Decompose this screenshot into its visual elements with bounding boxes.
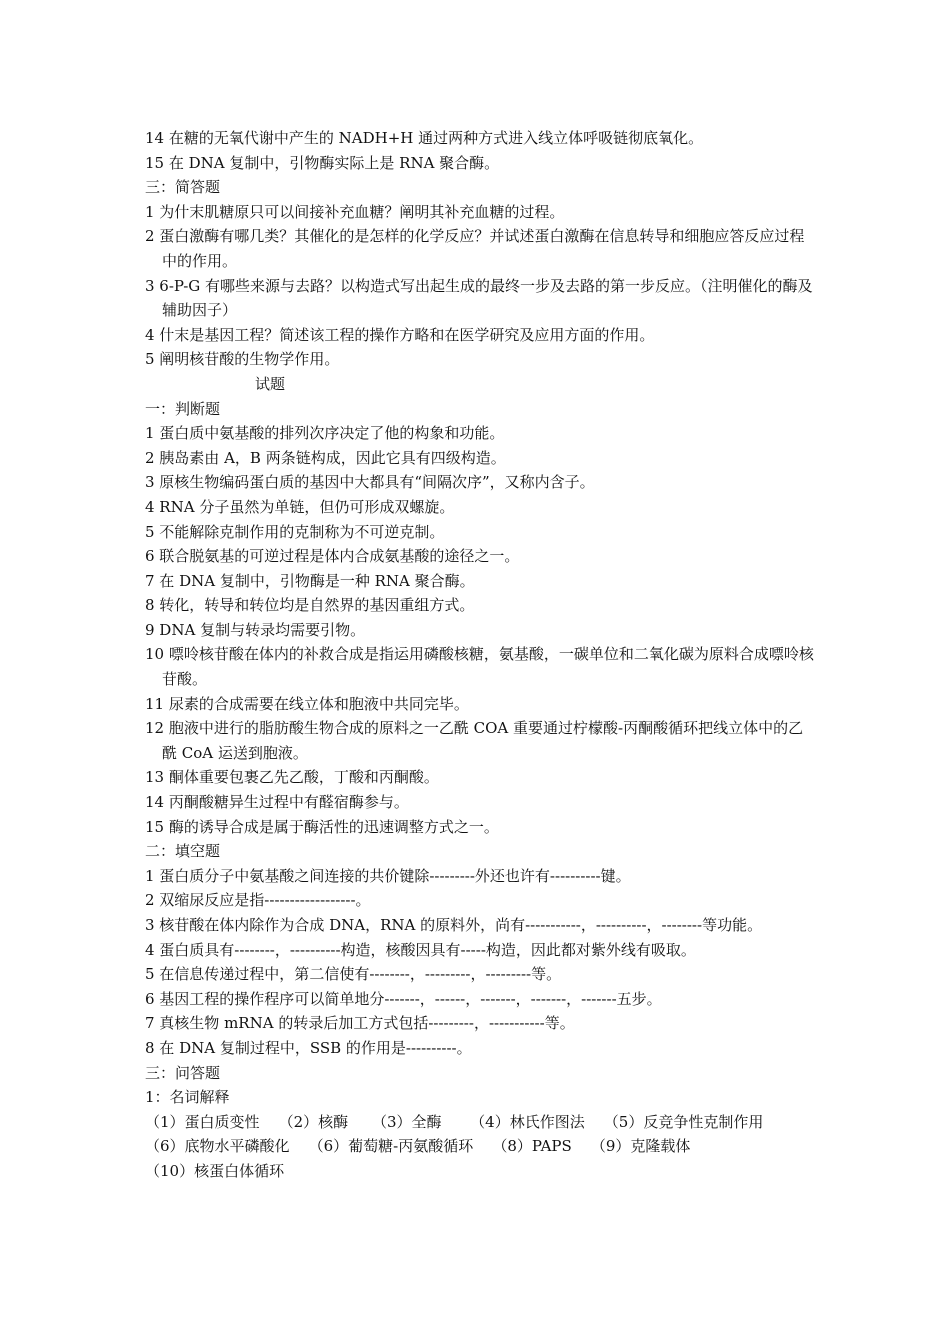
tf-item-1: 1 蛋白质中氨基酸的排列次序决定了他的构象和功能。 [145,424,505,443]
tf-item-7: 7 在 DNA 复制中，引物酶是一种 RNA 聚合酶。 [145,571,475,590]
fill-item-4: 4 蛋白质具有--------，----------构造，核酸因具有-----构造，因此都对紫外线有吸取。 [145,940,696,959]
tf-item-8: 8 转化，转导和转位均是自然界的基因重组方式。 [145,596,475,615]
prev-item-15: 15 在 DNA 复制中，引物酶实际上是 RNA 聚合酶。 [145,153,500,172]
fill-item-6: 6 基因工程的操作程序可以简单地分-------，------，-------，-------，-------五步。 [145,989,662,1008]
tf-item-12: 12 胞液中进行的脂肪酸生物合成的原料之一乙酰 COA 重要通过柠檬酸-丙酮酸循环把线立体中的乙酰 CoA 运送到胞液。 [145,719,804,762]
short-answer-1: 1 为什末肌糖原只可以间接补充血糖？阐明其补充血糖的过程。 [145,202,565,221]
short-answer-2: 2 蛋白激酶有哪几类？其催化的是怎样的化学反应？并试述蛋白激酶在信息转导和细胞应答反应过程中的作用。 [145,227,805,270]
short-answer-3: 3 6-P-G 有哪些来源与去路？以构造式写出起生成的最终一步及去路的第一步反应。（注明催化的酶及辅助因子） [145,276,813,320]
fill-item-2: 2 双缩尿反应是指------------------。 [145,891,371,910]
short-answer-4: 4 什末是基因工程？简述该工程的操作方略和在医学研究及应用方面的作用。 [145,325,655,344]
tf-item-14: 14 丙酮酸糖异生过程中有醛宿酶参与。 [145,793,409,812]
tf-item-11: 11 尿素的合成需要在线立体和胞液中共同完毕。 [145,694,469,713]
fill-item-8: 8 在 DNA 复制过程中，SSB 的作用是----------。 [145,1038,472,1057]
tf-item-6: 6 联合脱氨基的可逆过程是体内合成氨基酸的途径之一。 [145,547,520,566]
term-3: （3）全酶 [372,1112,442,1131]
terms-row-2 [145,1134,815,1159]
terms-row-3 [145,1159,815,1184]
short-answer-5: 5 阐明核苷酸的生物学作用。 [145,350,340,369]
term-4: （4）林氏作图法 [470,1112,585,1131]
term-2: （2）核酶 [278,1112,349,1131]
tf-item-5: 5 不能解除克制作用的克制称为不可逆克制。 [145,522,445,541]
true-false-heading: 一：判断题 [145,399,221,418]
tf-item-3: 3 原核生物编码蛋白质的基因中大都具有“间隔次序”，又称内含子。 [145,473,595,492]
term-1: （1）蛋白质变性 [145,1112,260,1131]
fill-item-3: 3 核苷酸在体内除作为合成 DNA，RNA 的原料外，尚有-----------，----------，--------等功能。 [145,916,763,934]
fill-item-7: 7 真核生物 mRNA 的转录后加工方式包括---------，-----------等。 [145,1014,575,1033]
term-10: （10）核蛋白体循环 [145,1161,285,1180]
term-5: （5）反竞争性克制作用 [603,1112,764,1131]
terms-row-1 [145,1110,815,1135]
tf-item-4: 4 RNA 分子虽然为单链，但仍可形成双螺旋。 [145,497,455,516]
term-7: （6）葡萄糖-丙氨酸循环 [308,1137,474,1156]
qa-heading: 三：问答题 [145,1063,221,1082]
fill-in-heading: 二：填空题 [145,842,221,861]
tf-item-2: 2 胰岛素由 A，B 两条链构成，因此它具有四级构造。 [145,448,506,467]
fill-item-5: 5 在信息传递过程中，第二信使有--------，---------，---------等。 [145,965,562,984]
term-9: （9）克隆载体 [590,1137,691,1156]
term-8: （8）PAPS [492,1137,572,1156]
prev-item-14: 14 在糖的无氧代谢中产生的 NADH+H 通过两种方式进入线立体呼吸链彻底氧化。 [145,129,704,147]
exam-title: 试题 [255,374,286,393]
tf-item-9: 9 DNA 复制与转录均需要引物。 [145,620,366,639]
tf-item-13: 13 酮体重要包裹乙先乙酸，丁酸和丙酮酸。 [145,768,439,787]
tf-item-15: 15 酶的诱导合成是属于酶活性的迅速调整方式之一。 [145,817,499,836]
term-6: （6）底物水平磷酸化 [145,1137,290,1156]
fill-item-1: 1 蛋白质分子中氨基酸之间连接的共价键除---------外还也许有----------键。 [145,866,631,885]
tf-item-10: 10 嘌呤核苷酸在体内的补救合成是指运用磷酸核糖，氨基酸，一碳单位和二氧化碳为原料合成嘌呤核苷酸。 [145,645,814,689]
short-answer-heading: 三：简答题 [145,178,221,197]
document-page [145,126,815,1184]
term-definitions-heading: 1：名词解释 [145,1088,230,1107]
